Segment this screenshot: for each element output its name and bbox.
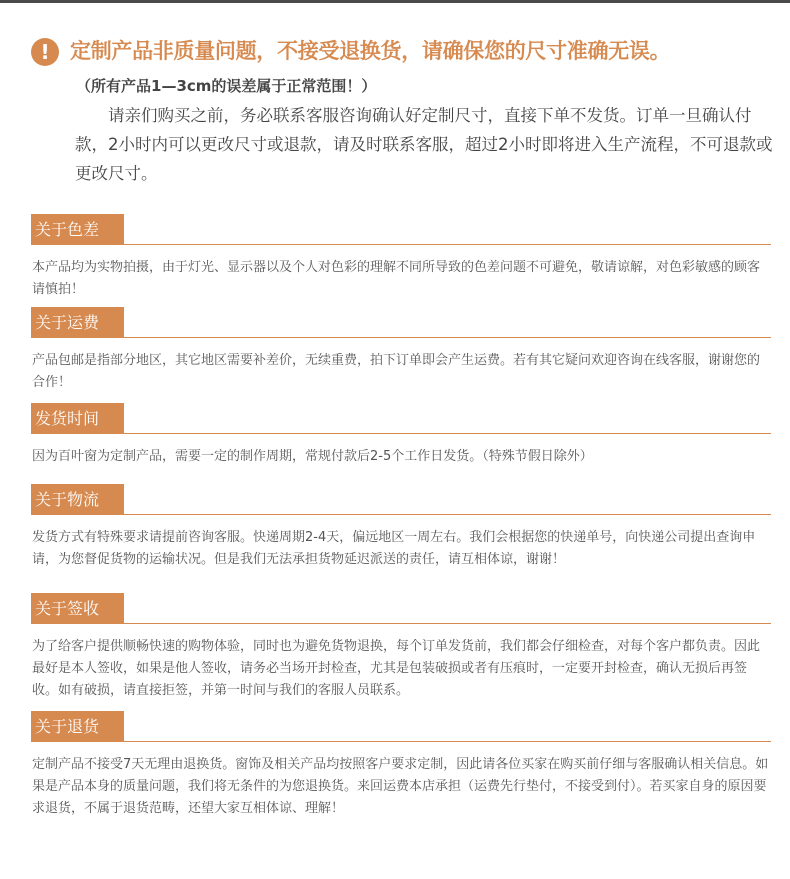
tolerance-note: （所有产品1—3cm的误差属于正常范围！） <box>76 77 377 95</box>
section-header <box>31 214 771 245</box>
section-delivery-time <box>31 403 771 468</box>
exclamation-icon: ! <box>31 38 59 66</box>
section-returns <box>31 711 771 820</box>
section-divider <box>31 514 771 515</box>
section-header <box>31 403 771 434</box>
section-divider <box>31 244 771 245</box>
section-shipping-fee <box>31 307 771 394</box>
section-title: 关于签收 <box>31 593 124 624</box>
section-body: 产品包邮是指部分地区，其它地区需要补差价，无续重费，拍下订单即会产生运费。若有其它疑问欢迎咨询在线客服，谢谢您的合作！ <box>32 353 761 390</box>
section-title: 关于色差 <box>31 214 124 245</box>
section-header <box>31 484 771 515</box>
section-body: 为了给客户提供顺畅快速的购物体验，同时也为避免货物退换，每个订单发货前，我们都会仔细检查，对每个客户都负责。因此最好是本人签收，如果是他人签收，请务必当场开封检查，尤其是包装破损或者有压痕时，一定要开封检查，确认无损后再签收。如有破损，请直接拒签，并第一时间与我们的客服人员联系。 <box>32 639 761 698</box>
section-body: 本产品均为实物拍摄，由于灯光、显示器以及个人对色彩的理解不同所导致的色差问题不可避免，敬请谅解，对色彩敏感的顾客请慎拍！ <box>32 260 761 297</box>
section-title: 关于物流 <box>31 484 124 515</box>
section-logistics <box>31 484 771 571</box>
section-divider <box>31 433 771 434</box>
section-title: 关于退货 <box>31 711 124 742</box>
section-divider <box>31 337 771 338</box>
section-body: 定制产品不接受7天无理由退换货。窗饰及相关产品均按照客户要求定制，因此请各位买家在购买前仔细与客服确认相关信息。如果是产品本身的质量问题，我们将无条件的为您退换货。来回运费本店承担（运费先行垫付，不接受到付）。若买家自身的原因要求退货，不属于退货范畴，还望大家互相体谅、理解！ <box>32 757 769 816</box>
top-border <box>0 0 790 3</box>
intro-paragraph: 请亲们购买之前，务必联系客服咨询确认好定制尺寸，直接下单不发货。订单一旦确认付款，2小时内可以更改尺寸或退款，请及时联系客服，超过2小时即将进入生产流程，不可退款或更改尺寸。 <box>75 106 773 183</box>
notice-headline: 定制产品非质量问题，不接受退换货，请确保您的尺寸准确无误。 <box>70 39 671 63</box>
section-body: 发货方式有特殊要求请提前咨询客服。快递周期2-4天，偏远地区一周左右。我们会根据您的快递单号，向快递公司提出查询申请，为您督促货物的运输状况。但是我们无法承担货物延迟派送的责任，请互相体谅，谢谢！ <box>32 530 756 567</box>
section-body: 因为百叶窗为定制产品，需要一定的制作周期，常规付款后2-5个工作日发货。（特殊节假日除外） <box>32 449 593 464</box>
section-divider <box>31 623 771 624</box>
section-signing <box>31 593 771 702</box>
section-title: 关于运费 <box>31 307 124 338</box>
section-header <box>31 711 771 742</box>
section-divider <box>31 741 771 742</box>
section-color-difference <box>31 214 771 301</box>
section-header <box>31 307 771 338</box>
section-title: 发货时间 <box>31 403 124 434</box>
section-header <box>31 593 771 624</box>
